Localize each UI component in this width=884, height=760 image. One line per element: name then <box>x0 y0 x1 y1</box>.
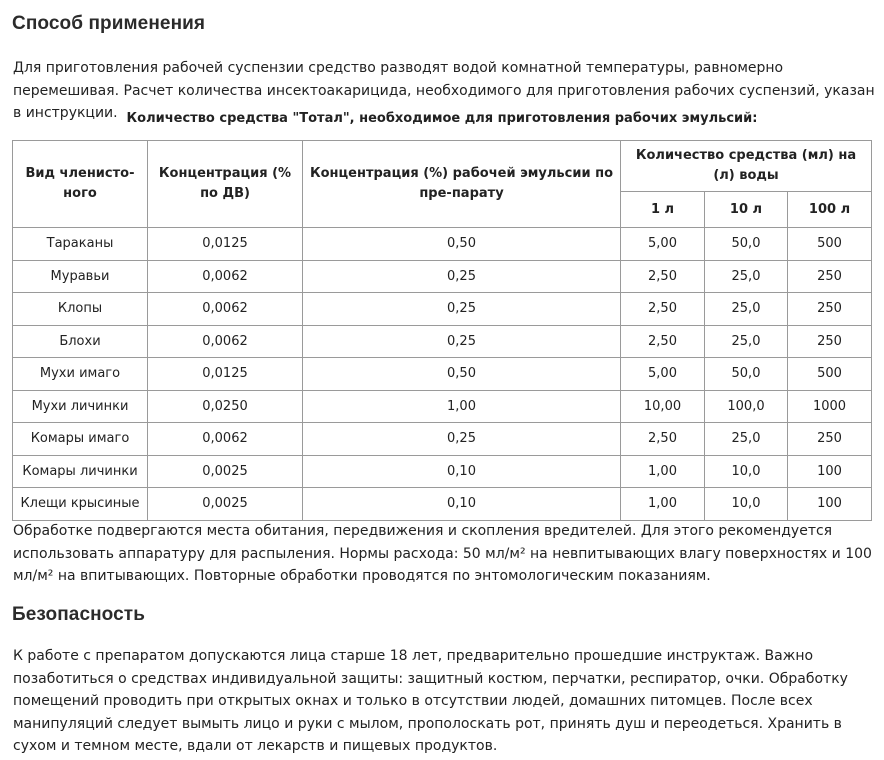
cell-volume-100l: 500 <box>788 358 872 391</box>
cell-concentration-preparation: 0,50 <box>303 358 621 391</box>
header-species: Вид членисто-ного <box>13 141 148 228</box>
intro-paragraph: Для приготовления рабочей суспензии средство разводят водой комнатной температуры, равномерно перемешивая. Расчет количества инсектоакарицида, необходимого для приготовления рабочих суспензий, указан в инструкции. <box>13 60 875 121</box>
table-row <box>13 358 872 391</box>
cell-volume-100l: 100 <box>788 488 872 521</box>
cell-volume-1l: 2,50 <box>621 423 705 456</box>
cell-volume-1l: 1,00 <box>621 488 705 521</box>
cell-volume-10l: 10,0 <box>705 455 788 488</box>
cell-concentration-dv: 0,0125 <box>148 358 303 391</box>
cell-species: Комары личинки <box>13 455 148 488</box>
header-volume-1l: 1 л <box>621 192 705 228</box>
cell-concentration-dv: 0,0125 <box>148 228 303 261</box>
header-concentration-preparation: Концентрация (%) рабочей эмульсии по пре-парату <box>303 141 621 228</box>
dosage-table <box>12 140 872 521</box>
cell-species: Комары имаго <box>13 423 148 456</box>
header-volume-100l: 100 л <box>788 192 872 228</box>
cell-concentration-preparation: 0,10 <box>303 488 621 521</box>
application-paragraph: Обработке подвергаются места обитания, передвижения и скопления вредителей. Для этого рекомендуется использовать аппаратуру для распыления. Нормы расхода: 50 мл/м² на невпитывающих влагу поверхностях и 100 мл/м² на впитывающих. Повторные обработки проводятся по энтомологическим показаниям. <box>13 523 872 584</box>
cell-species: Мухи личинки <box>13 390 148 423</box>
safety-paragraph: К работе с препаратом допускаются лица старше 18 лет, предварительно прошедшие инструктаж. Важно позаботиться о средствах индивидуальной защиты: защитный костюм, перчатки, респиратор, очки. Обработку помещений проводить при открытых окнах и только в отсутствии людей, домашних питомцев. После всех манипуляций следует вымыть лицо и руки с мылом, прополоскать рот, принять душ и переодеться. Хранить в сухом и темном месте, вдали от лекарств и пищевых продуктов. <box>13 648 848 754</box>
header-volume-10l: 10 л <box>705 192 788 228</box>
cell-concentration-preparation: 1,00 <box>303 390 621 423</box>
cell-volume-100l: 1000 <box>788 390 872 423</box>
cell-species: Муравьи <box>13 260 148 293</box>
cell-volume-100l: 100 <box>788 455 872 488</box>
cell-concentration-preparation: 0,25 <box>303 293 621 326</box>
table-row <box>13 228 872 261</box>
cell-concentration-dv: 0,0025 <box>148 455 303 488</box>
table-row <box>13 455 872 488</box>
cell-volume-1l: 2,50 <box>621 325 705 358</box>
cell-volume-10l: 25,0 <box>705 293 788 326</box>
section-title-method: Способ применения <box>12 13 206 34</box>
cell-volume-1l: 10,00 <box>621 390 705 423</box>
cell-concentration-preparation: 0,25 <box>303 260 621 293</box>
table-row <box>13 293 872 326</box>
table-caption: Количество средства "Тотал", необходимое для приготовления рабочих эмульсий: <box>126 111 758 126</box>
cell-concentration-dv: 0,0250 <box>148 390 303 423</box>
table-row <box>13 390 872 423</box>
cell-species: Мухи имаго <box>13 358 148 391</box>
table-row <box>13 423 872 456</box>
cell-concentration-preparation: 0,50 <box>303 228 621 261</box>
header-amount: Количество средства (мл) на (л) воды <box>621 141 872 192</box>
cell-species: Клещи крысиные <box>13 488 148 521</box>
cell-concentration-preparation: 0,25 <box>303 325 621 358</box>
section-title-safety: Безопасность <box>12 604 145 625</box>
cell-volume-1l: 1,00 <box>621 455 705 488</box>
cell-species: Тараканы <box>13 228 148 261</box>
cell-volume-10l: 25,0 <box>705 260 788 293</box>
table-row <box>13 325 872 358</box>
cell-volume-1l: 2,50 <box>621 260 705 293</box>
cell-volume-100l: 250 <box>788 325 872 358</box>
cell-volume-10l: 25,0 <box>705 423 788 456</box>
cell-volume-1l: 5,00 <box>621 358 705 391</box>
cell-volume-100l: 250 <box>788 260 872 293</box>
cell-concentration-dv: 0,0062 <box>148 325 303 358</box>
table-row <box>13 260 872 293</box>
table-row <box>13 488 872 521</box>
cell-species: Блохи <box>13 325 148 358</box>
cell-concentration-dv: 0,0062 <box>148 423 303 456</box>
cell-concentration-preparation: 0,10 <box>303 455 621 488</box>
header-concentration-dv: Концентрация (% по ДВ) <box>148 141 303 228</box>
cell-volume-10l: 50,0 <box>705 228 788 261</box>
cell-volume-100l: 250 <box>788 423 872 456</box>
table-body <box>13 228 872 521</box>
cell-concentration-dv: 0,0062 <box>148 260 303 293</box>
cell-volume-1l: 2,50 <box>621 293 705 326</box>
cell-volume-10l: 25,0 <box>705 325 788 358</box>
cell-volume-1l: 5,00 <box>621 228 705 261</box>
cell-concentration-dv: 0,0062 <box>148 293 303 326</box>
cell-volume-10l: 100,0 <box>705 390 788 423</box>
cell-volume-100l: 250 <box>788 293 872 326</box>
cell-concentration-dv: 0,0025 <box>148 488 303 521</box>
cell-concentration-preparation: 0,25 <box>303 423 621 456</box>
table-header-row <box>13 141 872 192</box>
cell-species: Клопы <box>13 293 148 326</box>
cell-volume-10l: 10,0 <box>705 488 788 521</box>
cell-volume-100l: 500 <box>788 228 872 261</box>
cell-volume-10l: 50,0 <box>705 358 788 391</box>
